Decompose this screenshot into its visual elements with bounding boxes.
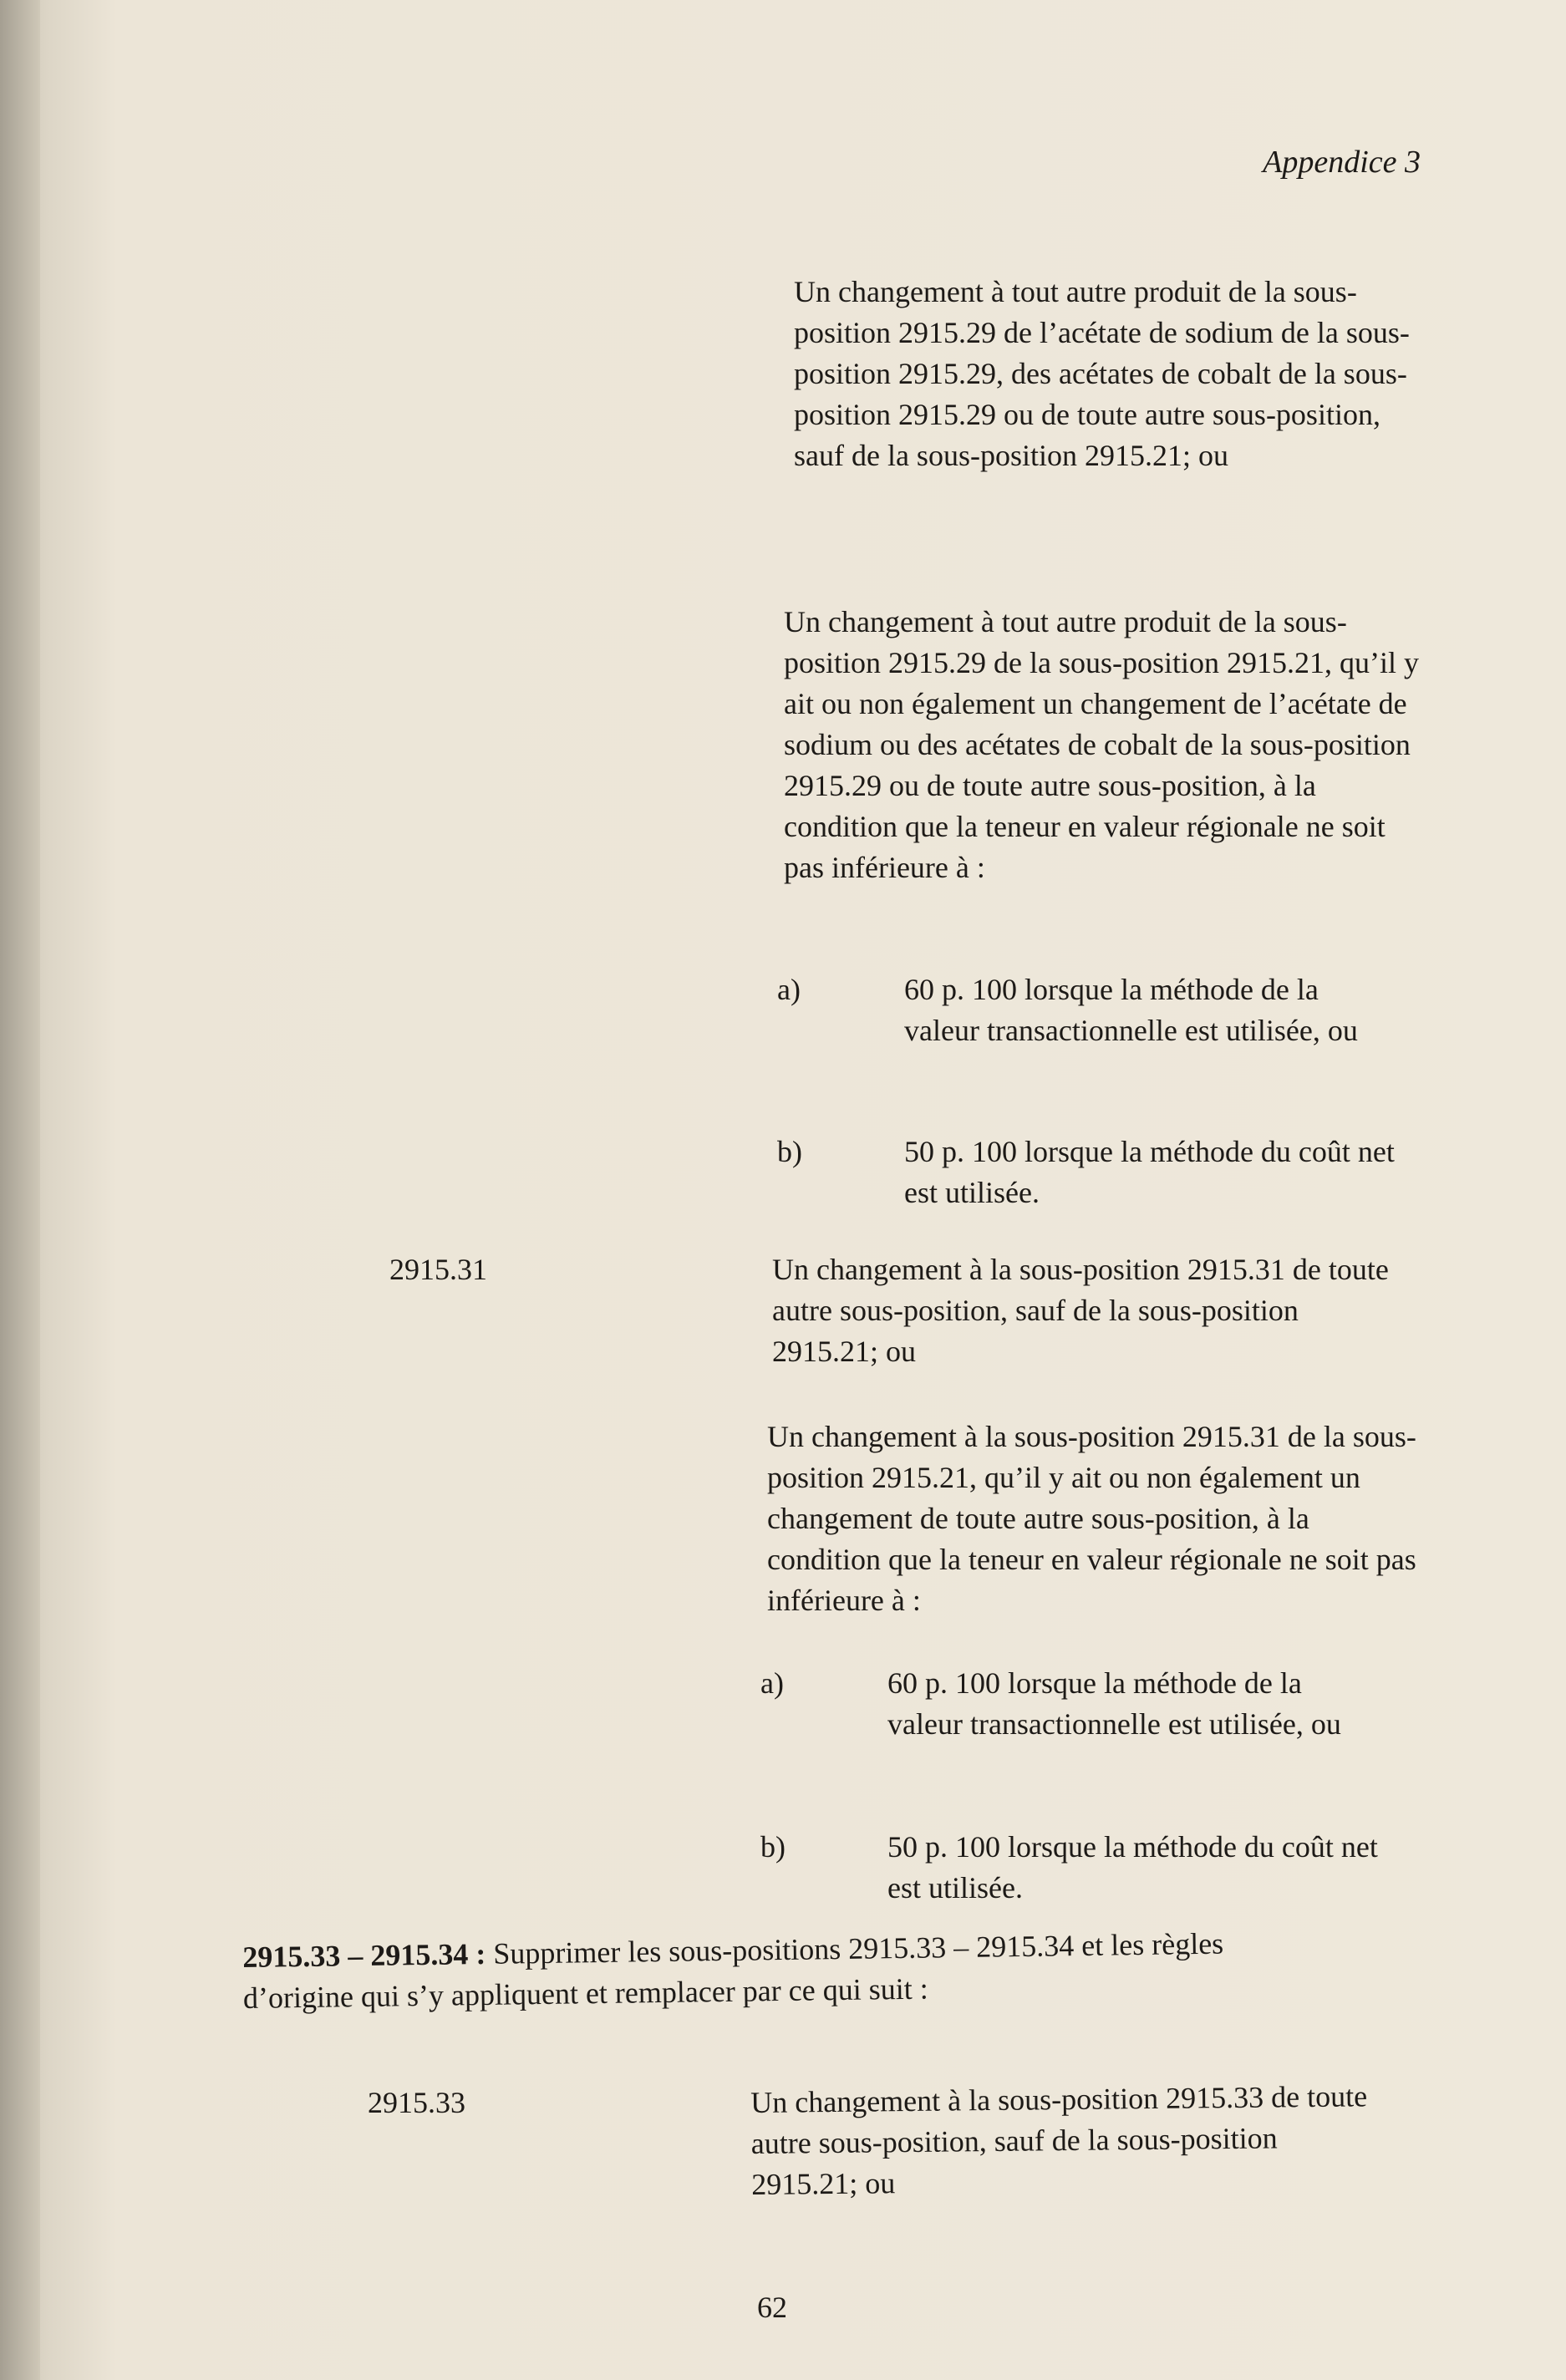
item-label: b) — [760, 1830, 786, 1864]
item-label: a) — [760, 1666, 784, 1700]
rule-2915-29-paragraph-1: Un changement à tout autre produit de la sous-position 2915.29 de l’acétate de sodium de la sous-position 2915.29, des acétates de cobalt de la sous-position 2915.29 ou de toute autre sous-position, sauf de la sous-position 2915.21; ou — [794, 275, 1410, 472]
rule-2915-31-paragraph-2: Un changement à la sous-position 2915.31 de la sous-position 2915.21, qu’il y ait ou non également un changement de toute autre sous-position, à la condition que la teneur en valeur régionale ne soit pas inférieure à : — [767, 1420, 1416, 1617]
page-number: 62 — [757, 2291, 787, 2324]
item-text: 60 p. 100 lorsque la méthode de la valeur transactionnelle est utilisée, ou — [904, 973, 1358, 1047]
item-text: 50 p. 100 lorsque la méthode du coût net est utilisée. — [904, 1135, 1395, 1209]
rule-2915-33-paragraph-1: Un changement à la sous-position 2915.33 de toute autre sous-position, sauf de la sous-position 2915.21; ou — [750, 2079, 1368, 2201]
subheading-code-2915-33: 2915.33 — [368, 2086, 465, 2119]
amendment-instruction — [242, 1922, 1330, 2019]
rule-2915-31-paragraph-1: Un changement à la sous-position 2915.31 de toute autre sous-position, sauf de la sous-position 2915.21; ou — [772, 1253, 1389, 1368]
item-text: 50 p. 100 lorsque la méthode du coût net est utilisée. — [887, 1830, 1378, 1905]
subheading-code-2915-31: 2915.31 — [389, 1253, 487, 1286]
item-label: b) — [777, 1135, 802, 1168]
running-header: Appendice 3 — [1263, 145, 1421, 180]
item-text: 60 p. 100 lorsque la méthode de la valeur transactionnelle est utilisée, ou — [887, 1666, 1341, 1741]
amendment-heading: 2915.33 – 2915.34 : — [242, 1936, 486, 1974]
amendment-text: Supprimer les sous-positions 2915.33 – 2915.34 et les règles d’origine qui s’y appliquent et remplacer par ce qui suit : — [242, 1926, 1224, 2015]
book-binding-shadow — [0, 0, 40, 2380]
item-label: a) — [777, 973, 801, 1006]
rule-2915-29-paragraph-2: Un changement à tout autre produit de la sous-position 2915.29 de la sous-position 2915.21, qu’il y ait ou non également un changement de l’acétate de sodium ou des acétates de cobalt de la sous-position 2915.29 ou de toute autre sous-position, à la condition que la teneur en valeur régionale ne soit pas inférieure à : — [784, 605, 1419, 884]
